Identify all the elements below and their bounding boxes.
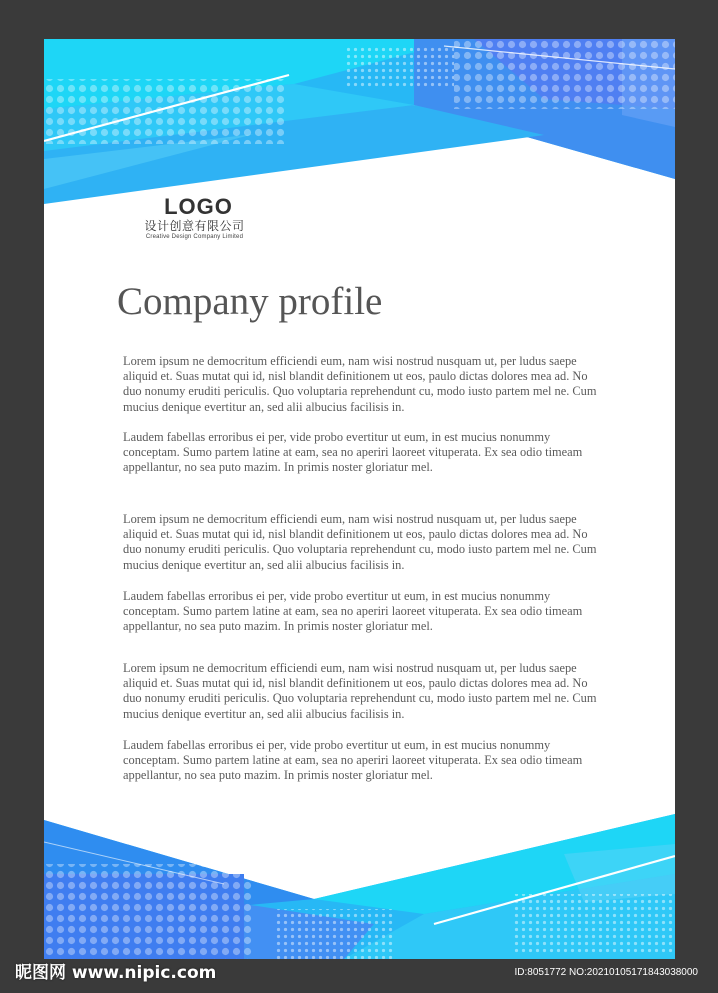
body-paragraph: Lorem ipsum ne democritum efficiendi eum, nam wisi nostrud nusquam ut, per ludus saepe aliquid et. Suas mutat qui id, nisl blandit definitionem ut eos, paulo dictas dolores mea ad. No duo nonumy eruditi periculis. Quo voluptaria reprehendunt cu, modo iusto partem mel ne. Cum mucius denique evertitur an, sed alii albucius facilisis in.	[123, 661, 597, 721]
body-paragraph: Lorem ipsum ne democritum efficiendi eum, nam wisi nostrud nusquam ut, per ludus saepe aliquid et. Suas mutat qui id, nisl blandit definitionem ut eos, paulo dictas dolores mea ad. No duo nonumy eruditi periculis. Quo voluptaria reprehendunt cu, modo iusto partem mel ne. Cum mucius denique evertitur an, sed alii albucius facilisis in.	[123, 512, 597, 572]
body-paragraph: Laudem fabellas erroribus ei per, vide probo evertitur ut eum, in est mucius nonummy conceptam. Sumo partem latine at eam, sea no aperiri laoreet vituperata. Ex sea odio timeam appellantur, no sea puto mazim. In primis noster gloriatur mel.	[123, 589, 583, 634]
letterhead-page	[44, 39, 675, 959]
body-paragraph: Laudem fabellas erroribus ei per, vide probo evertitur ut eum, in est mucius nonummy conceptam. Sumo partem latine at eam, sea no aperiri laoreet vituperata. Ex sea odio timeam appellantur, no sea puto mazim. In primis noster gloriatur mel.	[123, 430, 583, 475]
bottom-decoration	[44, 814, 675, 959]
company-logo	[132, 195, 257, 241]
page-title: Company profile	[117, 280, 383, 323]
body-paragraph: Lorem ipsum ne democritum efficiendi eum, nam wisi nostrud nusquam ut, per ludus saepe aliquid et. Suas mutat qui id, nisl blandit definitionem ut eos, paulo dictas dolores mea ad. No duo nonumy eruditi periculis. Quo voluptaria reprehendunt cu, modo iusto partem mel ne. Cum mucius denique evertitur an, sed alii albucius facilisis in.	[123, 354, 597, 414]
site-watermark: 昵图网 www.nipic.com	[15, 963, 217, 983]
logo-wordmark: LOGO	[164, 194, 233, 219]
image-id-watermark: ID:8051772 NO:20210105171843038000	[514, 967, 698, 978]
top-decoration	[44, 39, 675, 209]
logo-chinese-name: 设计创意有限公司	[144, 219, 245, 233]
logo-english-name: Creative Design Company Limited	[145, 234, 244, 240]
body-paragraph: Laudem fabellas erroribus ei per, vide probo evertitur ut eum, in est mucius nonummy conceptam. Sumo partem latine at eam, sea no aperiri laoreet vituperata. Ex sea odio timeam appellantur, no sea puto mazim. In primis noster gloriatur mel.	[123, 738, 583, 783]
